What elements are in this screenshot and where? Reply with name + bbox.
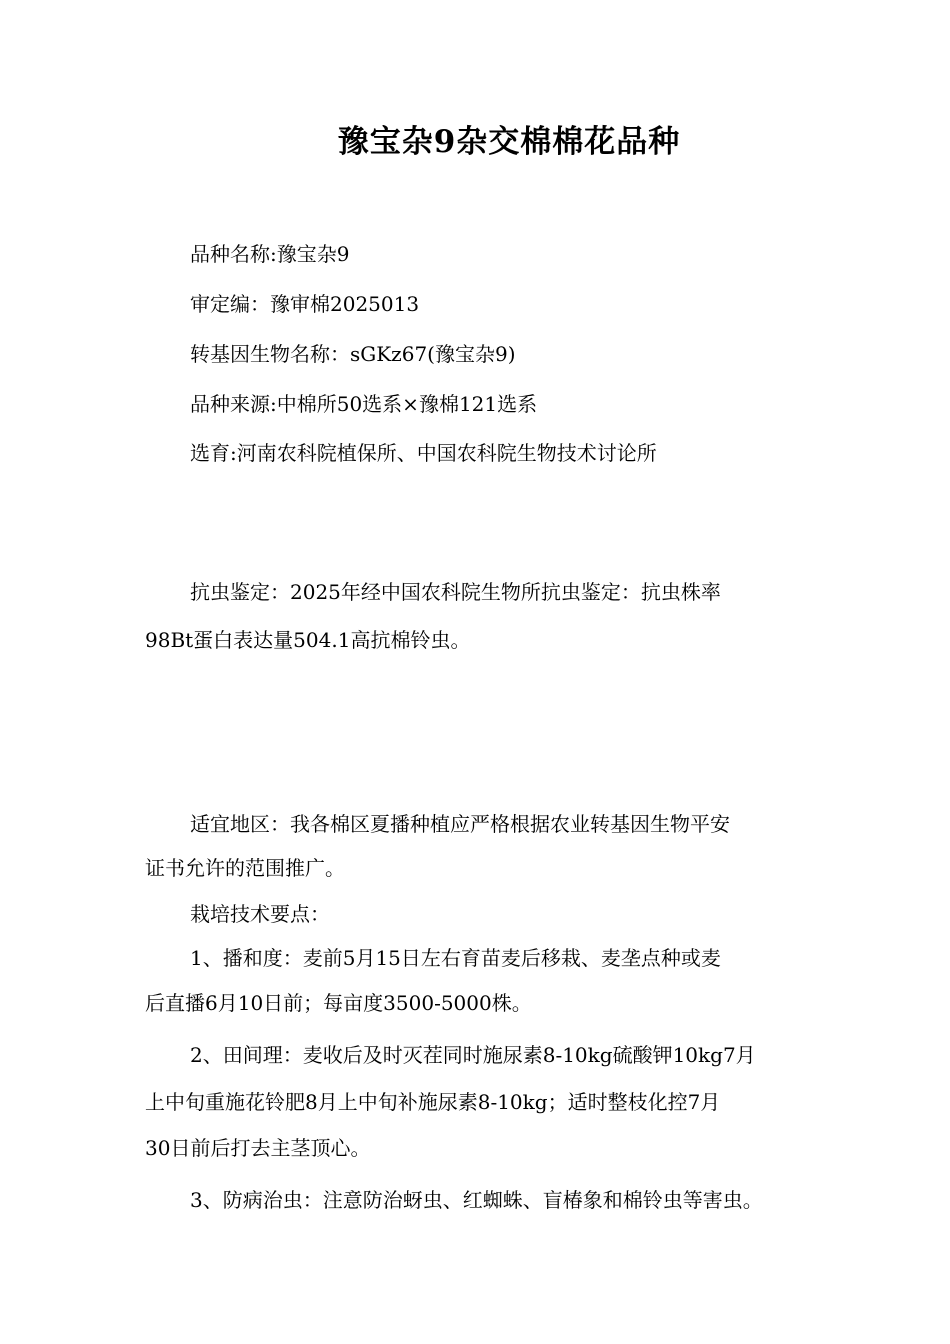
cultivation-item-2-line-2: 上中旬重施花铃肥8月上中旬补施尿素8-10kg；适时整枝化控7月 xyxy=(145,1090,721,1114)
approval-number-line: 审定编：豫审棉2025013 xyxy=(190,292,420,316)
cultivation-heading: 栽培技术要点： xyxy=(190,902,330,926)
cultivation-item-1-line-2: 后直播6月10日前；每亩度3500-5000株。 xyxy=(145,991,532,1015)
insect-resistance-line-1: 抗虫鉴定：2025年经中国农科院生物所抗虫鉴定：抗虫株率 xyxy=(190,580,721,604)
cultivation-item-1-line-1: 1、播和度：麦前5月15日左右育苗麦后移栽、麦垄点种或麦 xyxy=(190,946,721,970)
cultivation-item-2-line-1: 2、田间理：麦收后及时灭茬同时施尿素8-10kg硫酸钾10kg7月 xyxy=(190,1043,756,1067)
cultivation-item-3-line-1: 3、防病治虫：注意防治蚜虫、红蜘蛛、盲椿象和棉铃虫等害虫。 xyxy=(190,1188,763,1212)
region-line-1: 适宜地区：我各棉区夏播种植应严格根据农业转基因生物平安 xyxy=(190,812,730,836)
gmo-name-line: 转基因生物名称：sGKz67(豫宝杂9) xyxy=(190,342,516,366)
breeder-line: 选育:河南农科院植保所、中国农科院生物技术讨论所 xyxy=(190,441,657,465)
cultivation-item-2-line-3: 30日前后打去主茎顶心。 xyxy=(145,1136,371,1160)
insect-resistance-line-2: 98Bt蛋白表达量504.1高抗棉铃虫。 xyxy=(145,628,471,652)
document-title: 豫宝杂9杂交棉棉花品种 xyxy=(337,124,681,160)
variety-name-line: 品种名称:豫宝杂9 xyxy=(190,242,350,266)
region-line-2: 证书允许的范围推广。 xyxy=(145,856,345,880)
origin-line: 品种来源:中棉所50选系×豫棉121选系 xyxy=(190,392,538,416)
